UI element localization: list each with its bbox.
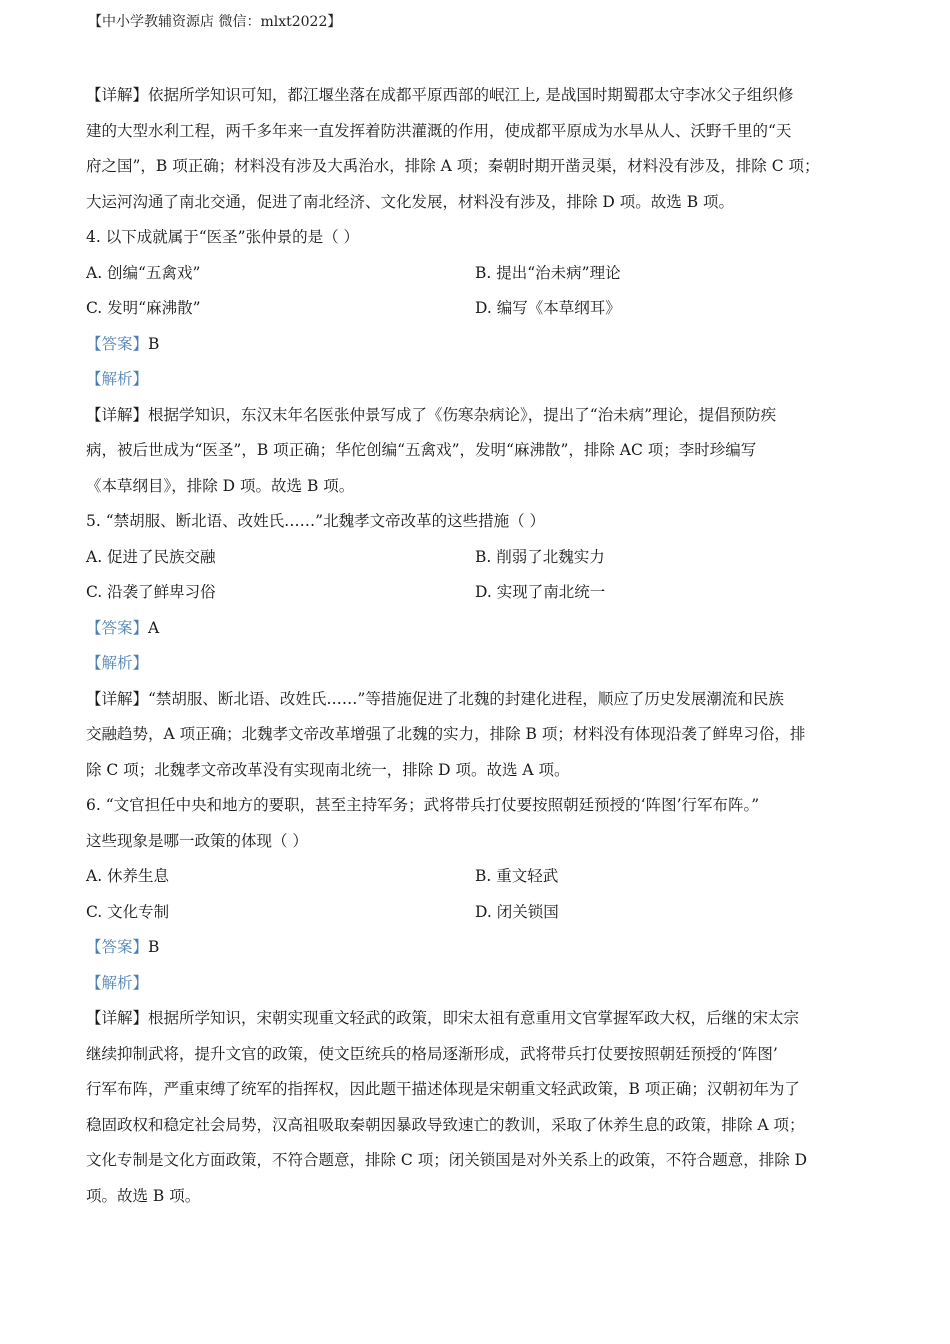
options-row — [86, 256, 876, 292]
text-line: 项。故选 B 项。 — [86, 1186, 201, 1205]
option-a: A. 促进了民族交融 — [86, 547, 216, 566]
question-stem: 5. “禁胡服、断北语、改姓氏……”北魏孝文帝改革的这些措施（ ） — [86, 512, 545, 530]
option-d: D. 闭关锁国 — [475, 902, 559, 921]
answer-label: 【答案】 — [86, 334, 149, 353]
answer-value: B — [148, 938, 160, 956]
text-line: 大运河沟通了南北交通，促进了南北经济、文化发展，材料没有涉及，排除 D 项。故选 B 项。 — [86, 192, 735, 211]
analysis-label: 【解析】 — [86, 654, 149, 672]
text-line: 除 C 项；北魏孝文帝改革没有实现南北统一，排除 D 项。故选 A 项。 — [86, 760, 570, 779]
text-line: 病，被后世成为“医圣”，B 项正确；华佗创编“五禽戏”，发明“麻沸散”，排除 AC 项；李时珍编写 — [86, 441, 757, 459]
answer-line — [86, 930, 876, 966]
text-line: 继续抑制武将，提升文官的政策，使文臣统兵的格局逐渐形成，武将带兵打仗要按照朝廷预授的‘阵图’ — [86, 1044, 778, 1063]
question-stem: 6. “文官担任中央和地方的要职，甚至主持军务；武将带兵打仗要按照朝廷预授的‘阵图’行军布阵。” — [86, 796, 760, 814]
detail-paragraph — [86, 398, 876, 505]
option-c: C. 沿袭了鲜卑习俗 — [86, 583, 216, 601]
question-4 — [86, 220, 876, 504]
detail-paragraph-q3 — [86, 78, 876, 220]
document-body — [86, 78, 876, 1214]
options-row — [86, 895, 876, 931]
option-d: D. 编写《本草纲耳》 — [475, 299, 621, 317]
options-row — [86, 859, 876, 895]
text-line: 交融趋势，A 项正确；北魏孝文帝改革增强了北魏的实力，排除 B 项；材料没有体现沿袭了鲜卑习俗，排 — [86, 725, 806, 743]
answer-line — [86, 611, 876, 647]
text-line: 建的大型水利工程，两千多年来一直发挥着防洪灌溉的作用，使成都平原成为水旱从人、沃野千里的“天 — [86, 121, 792, 140]
answer-label: 【答案】 — [86, 938, 149, 956]
analysis-line — [86, 646, 876, 682]
option-a: A. 休养生息 — [86, 867, 170, 885]
options-row — [86, 291, 876, 327]
options-row — [86, 540, 876, 576]
option-c: C. 文化专制 — [86, 902, 170, 921]
options-row — [86, 575, 876, 611]
option-d: D. 实现了南北统一 — [475, 583, 606, 601]
question-stem: 这些现象是哪一政策的体现（ ） — [86, 831, 308, 850]
answer-label: 【答案】 — [86, 618, 149, 637]
text-line: 【详解】根据所学知识，宋朝实现重文轻武的政策，即宋太祖有意重用文官掌握军政大权，后继的宋太宗 — [86, 1009, 800, 1027]
answer-line — [86, 327, 876, 363]
analysis-line — [86, 966, 876, 1002]
option-b: B. 重文轻武 — [475, 867, 559, 885]
option-b: B. 提出“治未病”理论 — [475, 263, 621, 282]
analysis-label: 【解析】 — [86, 370, 149, 388]
answer-value: A — [148, 618, 160, 637]
text-line: 行军布阵，严重束缚了统军的指挥权，因此题干描述体现是宋朝重文轻武政策，B 项正确；汉朝初年为了 — [86, 1080, 800, 1098]
page-header: 【中小学教辅资源店 微信：mlxt2022】 — [88, 14, 342, 30]
question-6 — [86, 788, 876, 1214]
text-line: 【详解】依据所学知识可知，都江堰坐落在成都平原西部的岷江上, 是战国时期蜀郡太守李冰父子组织修 — [86, 86, 794, 104]
text-line: 【详解】“禁胡服、断北语、改姓氏……”等措施促进了北魏的封建化进程，顺应了历史发展潮流和民族 — [86, 689, 784, 708]
text-line: 文化专制是文化方面政策，不符合题意，排除 C 项；闭关锁国是对外关系上的政策，不符合题意，排除 D — [86, 1151, 808, 1169]
detail-paragraph — [86, 682, 876, 789]
question-5 — [86, 504, 876, 788]
option-b: B. 削弱了北魏实力 — [475, 547, 605, 566]
option-c: C. 发明“麻沸散” — [86, 299, 201, 317]
analysis-line — [86, 362, 876, 398]
question-stem: 4. 以下成就属于“医圣”张仲景的是（ ） — [86, 228, 359, 246]
option-a: A. 创编“五禽戏” — [86, 263, 201, 282]
text-line: 稳固政权和稳定社会局势，汉高祖吸取秦朝因暴政导致速亡的教训，采取了休养生息的政策，排除 A 项； — [86, 1115, 805, 1134]
analysis-label: 【解析】 — [86, 973, 149, 992]
text-line: 【详解】根据学知识，东汉末年名医张仲景写成了《伤寒杂病论》，提出了“治未病”理论，提倡预防疾 — [86, 405, 777, 424]
text-line: 府之国”，B 项正确；材料没有涉及大禹治水，排除 A 项；秦朝时期开凿灵渠，材料没有涉及，排除 C 项； — [86, 157, 820, 175]
detail-paragraph — [86, 1001, 876, 1214]
answer-value: B — [148, 334, 160, 353]
text-line: 《本草纲目》，排除 D 项。故选 B 项。 — [86, 476, 355, 495]
